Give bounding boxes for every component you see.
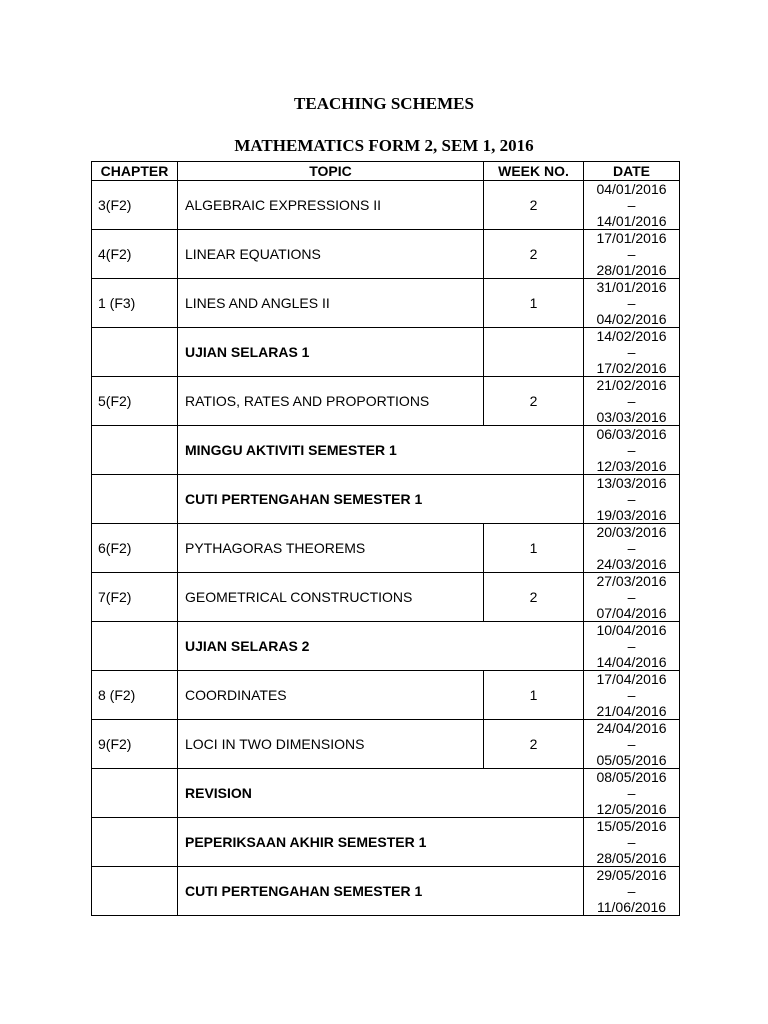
date-from: 14/02/2016: [596, 328, 667, 344]
table-row: [92, 328, 680, 377]
week-cell: 1: [484, 524, 584, 573]
topic-cell: PEPERIKSAAN AKHIR SEMESTER 1: [178, 818, 584, 867]
table-row: [92, 867, 680, 916]
date-cell: [584, 230, 680, 279]
week-cell: 2: [484, 720, 584, 769]
date-to: 05/05/2016: [596, 752, 667, 768]
topic-cell: ALGEBRAIC EXPRESSIONS II: [178, 181, 484, 230]
chapter-cell: 5(F2): [92, 377, 178, 426]
date-dash: –: [627, 785, 636, 801]
chapter-cell: [92, 328, 178, 377]
date-cell: [584, 279, 680, 328]
topic-cell: MINGGU AKTIVITI SEMESTER 1: [178, 426, 584, 475]
week-cell: [484, 328, 584, 377]
date-from: 17/01/2016: [596, 230, 667, 246]
topic-cell: GEOMETRICAL CONSTRUCTIONS: [178, 573, 484, 622]
chapter-cell: [92, 867, 178, 916]
date-from: 27/03/2016: [596, 573, 667, 589]
date-dash: –: [627, 589, 636, 605]
chapter-cell: [92, 622, 178, 671]
topic-cell: RATIOS, RATES AND PROPORTIONS: [178, 377, 484, 426]
date-from: 15/05/2016: [596, 818, 667, 834]
table-row: [92, 230, 680, 279]
date-to: 03/03/2016: [596, 409, 667, 425]
topic-cell: REVISION: [178, 769, 584, 818]
chapter-cell: 6(F2): [92, 524, 178, 573]
topic-cell: UJIAN SELARAS 1: [178, 328, 484, 377]
week-cell: 2: [484, 181, 584, 230]
date-dash: –: [627, 393, 636, 409]
date-from: 21/02/2016: [596, 377, 667, 393]
table-row: [92, 524, 680, 573]
date-to: 12/05/2016: [596, 801, 667, 817]
header-chapter: CHAPTER: [92, 162, 178, 181]
date-from: 20/03/2016: [596, 524, 667, 540]
date-dash: –: [627, 736, 636, 752]
chapter-cell: 3(F2): [92, 181, 178, 230]
document-title: TEACHING SCHEMES: [294, 94, 474, 113]
document-subtitle: MATHEMATICS FORM 2, SEM 1, 2016: [234, 136, 534, 155]
date-cell: [584, 426, 680, 475]
date-cell: [584, 867, 680, 916]
date-to: 04/02/2016: [596, 311, 667, 327]
table-row: [92, 279, 680, 328]
date-from: 24/04/2016: [596, 720, 667, 736]
week-cell: 2: [484, 573, 584, 622]
header-date: DATE: [584, 162, 680, 181]
date-cell: [584, 720, 680, 769]
topic-cell: CUTI PERTENGAHAN SEMESTER 1: [178, 867, 584, 916]
date-to: 14/01/2016: [596, 213, 667, 229]
date-cell: [584, 377, 680, 426]
table-row: [92, 671, 680, 720]
week-cell: 2: [484, 377, 584, 426]
date-dash: –: [627, 540, 636, 556]
topic-cell: UJIAN SELARAS 2: [178, 622, 584, 671]
date-to: 21/04/2016: [596, 703, 667, 719]
week-cell: 1: [484, 671, 584, 720]
date-dash: –: [627, 491, 636, 507]
date-to: 19/03/2016: [596, 507, 667, 523]
table-row: [92, 720, 680, 769]
date-cell: [584, 622, 680, 671]
table-row: [92, 622, 680, 671]
table-row: [92, 377, 680, 426]
date-dash: –: [627, 638, 636, 654]
date-from: 31/01/2016: [596, 279, 667, 295]
date-dash: –: [627, 687, 636, 703]
date-from: 04/01/2016: [596, 181, 667, 197]
chapter-cell: [92, 475, 178, 524]
date-cell: [584, 181, 680, 230]
table-row: [92, 475, 680, 524]
topic-cell: CUTI PERTENGAHAN SEMESTER 1: [178, 475, 584, 524]
date-cell: [584, 818, 680, 867]
date-cell: [584, 671, 680, 720]
topic-cell: PYTHAGORAS THEOREMS: [178, 524, 484, 573]
date-dash: –: [627, 344, 636, 360]
date-cell: [584, 769, 680, 818]
date-dash: –: [627, 246, 636, 262]
date-from: 13/03/2016: [596, 475, 667, 491]
date-from: 29/05/2016: [596, 867, 667, 883]
week-cell: 1: [484, 279, 584, 328]
date-dash: –: [627, 834, 636, 850]
date-to: 28/01/2016: [596, 262, 667, 278]
week-cell: 2: [484, 230, 584, 279]
date-to: 24/03/2016: [596, 556, 667, 572]
chapter-cell: 8 (F2): [92, 671, 178, 720]
header-topic: TOPIC: [178, 162, 484, 181]
chapter-cell: 1 (F3): [92, 279, 178, 328]
topic-cell: LINEAR EQUATIONS: [178, 230, 484, 279]
chapter-cell: [92, 769, 178, 818]
chapter-cell: 9(F2): [92, 720, 178, 769]
date-cell: [584, 573, 680, 622]
table-row: [92, 769, 680, 818]
date-dash: –: [627, 295, 636, 311]
date-dash: –: [627, 197, 636, 213]
date-to: 28/05/2016: [596, 850, 667, 866]
date-to: 14/04/2016: [596, 654, 667, 670]
table-header-row: [92, 162, 680, 181]
date-from: 17/04/2016: [596, 671, 667, 687]
date-to: 11/06/2016: [596, 899, 667, 915]
date-to: 07/04/2016: [596, 605, 667, 621]
chapter-cell: [92, 818, 178, 867]
date-from: 06/03/2016: [596, 426, 667, 442]
date-cell: [584, 328, 680, 377]
teaching-scheme-table: [91, 161, 680, 916]
chapter-cell: 7(F2): [92, 573, 178, 622]
date-to: 17/02/2016: [596, 360, 667, 376]
header-week-no: WEEK NO.: [484, 162, 584, 181]
date-cell: [584, 524, 680, 573]
date-cell: [584, 475, 680, 524]
date-to: 12/03/2016: [596, 458, 667, 474]
table-row: [92, 426, 680, 475]
table-row: [92, 573, 680, 622]
topic-cell: COORDINATES: [178, 671, 484, 720]
table-row: [92, 181, 680, 230]
date-dash: –: [627, 883, 636, 899]
topic-cell: LINES AND ANGLES II: [178, 279, 484, 328]
date-dash: –: [627, 442, 636, 458]
chapter-cell: 4(F2): [92, 230, 178, 279]
date-from: 08/05/2016: [596, 769, 667, 785]
date-from: 10/04/2016: [596, 622, 667, 638]
chapter-cell: [92, 426, 178, 475]
topic-cell: LOCI IN TWO DIMENSIONS: [178, 720, 484, 769]
table-row: [92, 818, 680, 867]
